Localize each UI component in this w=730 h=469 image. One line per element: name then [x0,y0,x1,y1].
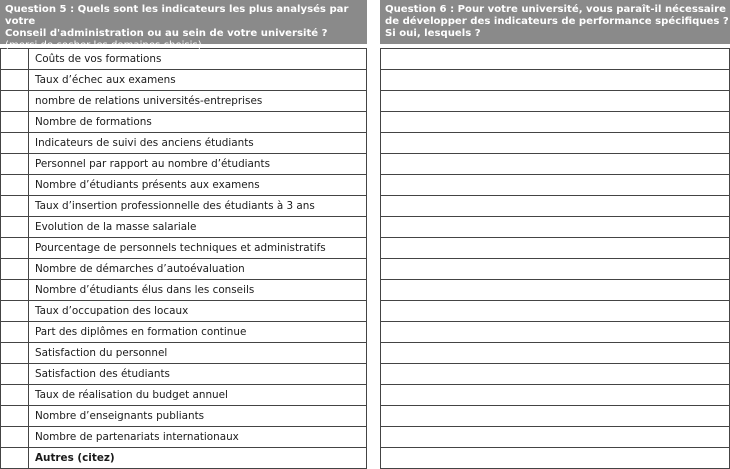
checklist-row [1,342,366,363]
checkbox-cell[interactable] [1,175,29,195]
checklist-row [1,258,366,279]
indicator-label: Taux de réalisation du budget annuel [35,389,228,401]
question-6-panel [380,0,730,469]
checkbox-cell[interactable] [1,301,29,321]
indicator-label: Taux d’occupation des locaux [35,305,189,317]
question-5-checklist [0,48,367,469]
checklist-row [1,174,366,195]
answer-line[interactable] [381,279,729,300]
answer-line[interactable] [381,447,729,468]
checkbox-cell[interactable] [1,406,29,426]
checkbox-cell[interactable] [1,238,29,258]
checkbox-cell[interactable] [1,259,29,279]
checkbox-cell[interactable] [1,49,29,69]
indicator-label: Evolution de la masse salariale [35,221,197,233]
answer-line[interactable] [381,405,729,426]
checklist-row [1,237,366,258]
checklist-row [1,69,366,90]
checkbox-cell[interactable] [1,343,29,363]
question-6-header [380,0,730,44]
answer-line[interactable] [381,153,729,174]
checkbox-cell[interactable] [1,112,29,132]
answer-line[interactable] [381,237,729,258]
question-6-answer-lines [380,48,730,469]
answer-line[interactable] [381,174,729,195]
checkbox-cell[interactable] [1,196,29,216]
answer-line[interactable] [381,300,729,321]
checkbox-cell[interactable] [1,154,29,174]
indicator-label: Personnel par rapport au nombre d’étudiants [35,158,270,170]
indicator-label: Taux d’insertion professionnelle des étudiants à 3 ans [35,200,315,212]
checkbox-cell[interactable] [1,133,29,153]
checklist-row [1,363,366,384]
answer-line[interactable] [381,384,729,405]
checkbox-cell[interactable] [1,364,29,384]
checkbox-cell[interactable] [1,217,29,237]
indicator-label: Satisfaction du personnel [35,347,168,359]
question-5-title-line2: Conseil d'administration ou au sein de votre université ? [5,28,328,39]
answer-line[interactable] [381,321,729,342]
checkbox-cell[interactable] [1,448,29,468]
indicator-label: nombre de relations universités-entreprises [35,95,263,107]
indicator-label: Nombre d’étudiants élus dans les conseils [35,284,255,296]
answer-line[interactable] [381,69,729,90]
checklist-row [1,216,366,237]
indicator-label: Nombre de partenariats internationaux [35,431,239,443]
checklist-row [1,426,366,447]
checkbox-cell[interactable] [1,385,29,405]
checklist-row [1,279,366,300]
checkbox-cell[interactable] [1,322,29,342]
checklist-row [1,447,366,468]
question-5-instruction: (merci de cocher les domaines choisis) [5,40,202,51]
question-6-title-line1: Question 6 : Pour votre université, vous paraît-il nécessaire [385,4,726,15]
answer-line[interactable] [381,111,729,132]
question-5-header [0,0,367,51]
checklist-row [1,111,366,132]
indicator-label: Satisfaction des étudiants [35,368,170,380]
checklist-row [1,300,366,321]
checklist-row [1,90,366,111]
answer-line[interactable] [381,342,729,363]
answer-line[interactable] [381,258,729,279]
question-6-title-line2: de développer des indicateurs de performance spécifiques ? [385,16,729,27]
checklist-row [1,132,366,153]
checklist-row [1,195,366,216]
checklist-row [1,153,366,174]
checklist-row [1,321,366,342]
answer-line[interactable] [381,48,729,69]
answer-line[interactable] [381,90,729,111]
question-6-title-line3: Si oui, lesquels ? [385,28,481,39]
indicator-label: Indicateurs de suivi des anciens étudiants [35,137,254,149]
indicator-label: Taux d’échec aux examens [35,74,176,86]
answer-line[interactable] [381,132,729,153]
question-5-title-line1: Question 5 : Quels sont les indicateurs les plus analysés par votre [5,4,349,27]
checkbox-cell[interactable] [1,280,29,300]
checkbox-cell[interactable] [1,427,29,447]
checklist-row [1,384,366,405]
answer-line[interactable] [381,216,729,237]
indicator-label: Coûts de vos formations [35,53,162,65]
answer-line[interactable] [381,426,729,447]
indicator-label: Nombre d’étudiants présents aux examens [35,179,260,191]
indicator-label: Nombre de formations [35,116,152,128]
answer-line[interactable] [381,363,729,384]
checkbox-cell[interactable] [1,91,29,111]
indicator-label: Pourcentage de personnels techniques et administratifs [35,242,326,254]
answer-line[interactable] [381,195,729,216]
checklist-row [1,405,366,426]
indicator-label: Nombre de démarches d’autoévaluation [35,263,245,275]
checkbox-cell[interactable] [1,70,29,90]
other-label: Autres (citez) [35,452,115,464]
indicator-label: Part des diplômes en formation continue [35,326,247,338]
indicator-label: Nombre d’enseignants publiants [35,410,205,422]
